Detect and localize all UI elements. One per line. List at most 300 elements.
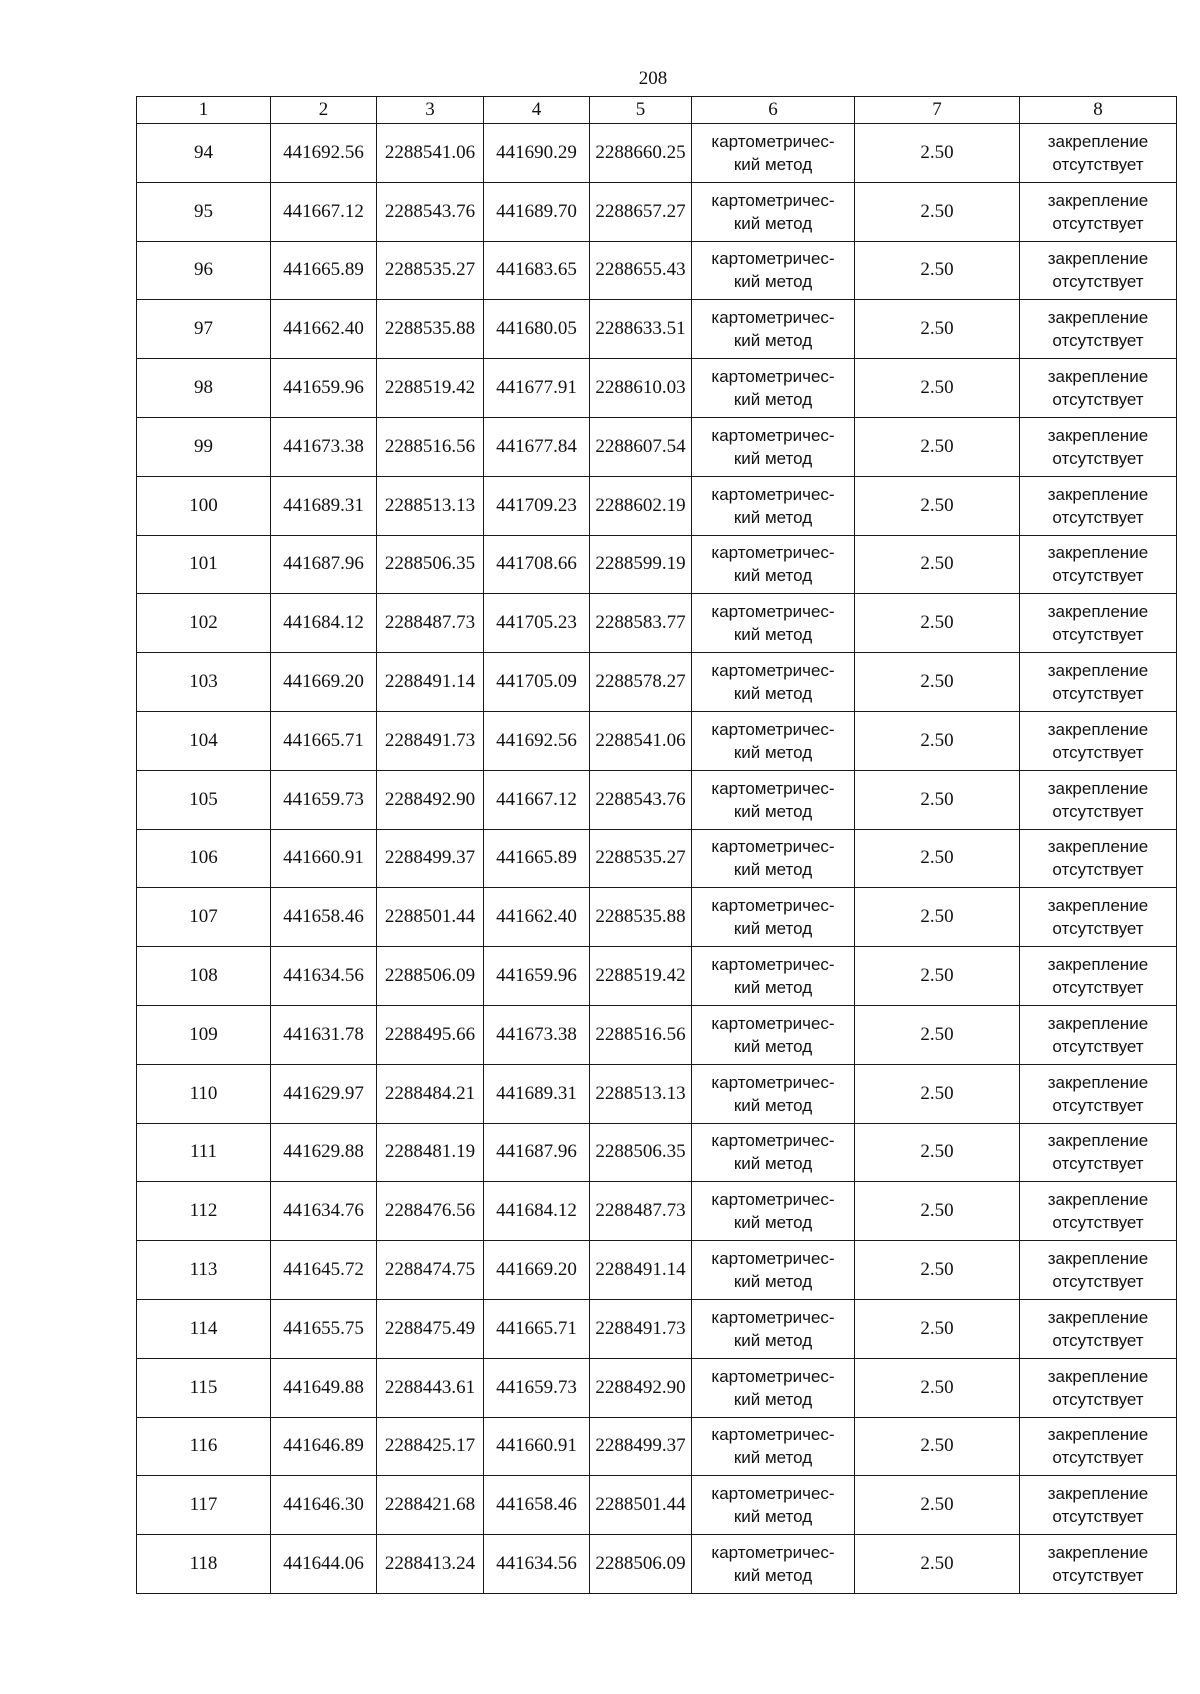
method-cell xyxy=(692,1182,855,1241)
coordinate-cell: 2288484.21 xyxy=(377,1064,484,1123)
accuracy-cell: 2.50 xyxy=(855,594,1020,653)
coordinate-cell: 441665.71 xyxy=(271,711,377,770)
method-cell xyxy=(692,947,855,1006)
coordinate-cell: 441692.56 xyxy=(484,711,590,770)
fixing-cell xyxy=(1020,1182,1177,1241)
accuracy-cell: 2.50 xyxy=(855,1358,1020,1417)
coordinate-cell: 441667.12 xyxy=(271,182,377,241)
fixing-cell xyxy=(1020,1241,1177,1300)
accuracy-cell: 2.50 xyxy=(855,1535,1020,1594)
fixing-cell-line-2: отсутствует xyxy=(1052,154,1144,174)
fixing-cell-line-2: отсутствует xyxy=(1052,1154,1144,1174)
fixing-cell xyxy=(1020,770,1177,829)
fixing-cell-line-2: отсутствует xyxy=(1052,1566,1144,1586)
method-cell-line-1: картометричес- xyxy=(711,367,835,387)
fixing-cell-line-1: закрепление xyxy=(1047,1543,1149,1563)
column-header: 6 xyxy=(692,97,855,124)
coordinate-cell: 2288541.06 xyxy=(590,711,692,770)
coordinate-cell: 2288506.35 xyxy=(377,535,484,594)
fixing-cell xyxy=(1020,535,1177,594)
coordinate-cell: 2288501.44 xyxy=(377,888,484,947)
fixing-cell xyxy=(1020,1299,1177,1358)
method-cell-line-2: кий метод xyxy=(733,1095,813,1115)
fixing-cell xyxy=(1020,594,1177,653)
method-cell xyxy=(692,1417,855,1476)
point-number-cell: 98 xyxy=(137,359,271,418)
fixing-cell xyxy=(1020,1417,1177,1476)
point-number-cell: 103 xyxy=(137,653,271,712)
coordinate-cell: 2288495.66 xyxy=(377,1005,484,1064)
method-cell-line-1: картометричес- xyxy=(711,661,835,681)
point-number-cell: 116 xyxy=(137,1417,271,1476)
point-number-cell: 106 xyxy=(137,829,271,888)
method-cell-line-1: картометричес- xyxy=(711,308,835,328)
method-cell-line-2: кий метод xyxy=(733,1154,813,1174)
accuracy-cell: 2.50 xyxy=(855,124,1020,183)
method-cell-line-1: картометричес- xyxy=(711,190,835,210)
method-cell-line-2: кий метод xyxy=(733,390,813,410)
fixing-cell-line-1: закрепление xyxy=(1047,837,1149,857)
coordinate-cell: 2288506.35 xyxy=(590,1123,692,1182)
table-row xyxy=(137,241,1177,300)
coordinate-cell: 441646.30 xyxy=(271,1476,377,1535)
method-cell xyxy=(692,711,855,770)
accuracy-cell: 2.50 xyxy=(855,1005,1020,1064)
coordinate-cell: 441629.97 xyxy=(271,1064,377,1123)
method-cell-line-1: картометричес- xyxy=(711,1307,835,1327)
coordinate-cell: 2288443.61 xyxy=(377,1358,484,1417)
accuracy-cell: 2.50 xyxy=(855,1476,1020,1535)
coordinate-cell: 441673.38 xyxy=(271,417,377,476)
coordinate-cell: 2288506.09 xyxy=(377,947,484,1006)
coordinate-cell: 2288474.75 xyxy=(377,1241,484,1300)
method-cell-line-2: кий метод xyxy=(733,1448,813,1468)
fixing-cell xyxy=(1020,359,1177,418)
method-cell xyxy=(692,124,855,183)
fixing-cell-line-1: закрепление xyxy=(1047,131,1149,151)
coordinate-cell: 2288578.27 xyxy=(590,653,692,712)
method-cell xyxy=(692,417,855,476)
coordinate-cell: 2288543.76 xyxy=(377,182,484,241)
coordinate-cell: 2288481.19 xyxy=(377,1123,484,1182)
coordinate-cell: 441669.20 xyxy=(271,653,377,712)
column-header: 7 xyxy=(855,97,1020,124)
coordinate-cell: 441629.88 xyxy=(271,1123,377,1182)
fixing-cell-line-1: закрепление xyxy=(1047,1425,1149,1445)
coordinate-cell: 441689.31 xyxy=(484,1064,590,1123)
method-cell-line-2: кий метод xyxy=(733,978,813,998)
table-row xyxy=(137,535,1177,594)
coordinate-cell: 441646.89 xyxy=(271,1417,377,1476)
column-header: 8 xyxy=(1020,97,1177,124)
coordinate-cell: 441659.73 xyxy=(271,770,377,829)
method-cell xyxy=(692,829,855,888)
coordinate-cell: 441659.73 xyxy=(484,1358,590,1417)
column-header: 5 xyxy=(590,97,692,124)
table-row xyxy=(137,417,1177,476)
method-cell xyxy=(692,594,855,653)
column-header: 4 xyxy=(484,97,590,124)
point-number-cell: 110 xyxy=(137,1064,271,1123)
method-cell-line-1: картометричес- xyxy=(711,896,835,916)
fixing-cell xyxy=(1020,829,1177,888)
method-cell-line-1: картометричес- xyxy=(711,1425,835,1445)
coordinate-cell: 2288541.06 xyxy=(377,124,484,183)
method-cell xyxy=(692,1005,855,1064)
coordinate-cell: 2288583.77 xyxy=(590,594,692,653)
coordinate-cell: 2288610.03 xyxy=(590,359,692,418)
point-number-cell: 117 xyxy=(137,1476,271,1535)
fixing-cell xyxy=(1020,182,1177,241)
fixing-cell-line-1: закрепление xyxy=(1047,484,1149,504)
method-cell-line-2: кий метод xyxy=(733,272,813,292)
coordinate-cell: 441659.96 xyxy=(484,947,590,1006)
coordinate-cell: 2288535.88 xyxy=(590,888,692,947)
fixing-cell-line-2: отсутствует xyxy=(1052,1272,1144,1292)
method-cell xyxy=(692,1476,855,1535)
point-number-cell: 109 xyxy=(137,1005,271,1064)
page-number: 208 xyxy=(638,68,668,89)
fixing-cell xyxy=(1020,300,1177,359)
fixing-cell xyxy=(1020,1064,1177,1123)
table-row xyxy=(137,1299,1177,1358)
fixing-cell-line-2: отсутствует xyxy=(1052,1036,1144,1056)
accuracy-cell: 2.50 xyxy=(855,241,1020,300)
point-number-cell: 99 xyxy=(137,417,271,476)
method-cell xyxy=(692,653,855,712)
method-cell xyxy=(692,1358,855,1417)
method-cell-line-1: картометричес- xyxy=(711,543,835,563)
method-cell-line-2: кий метод xyxy=(733,213,813,233)
coordinate-cell: 2288487.73 xyxy=(377,594,484,653)
table-row xyxy=(137,653,1177,712)
coordinate-cell: 441705.23 xyxy=(484,594,590,653)
coordinate-cell: 441677.84 xyxy=(484,417,590,476)
table-body xyxy=(137,124,1177,1594)
coordinate-cell: 441665.71 xyxy=(484,1299,590,1358)
coordinate-cell: 441689.70 xyxy=(484,182,590,241)
method-cell-line-1: картометричес- xyxy=(711,719,835,739)
accuracy-cell: 2.50 xyxy=(855,1123,1020,1182)
coordinate-cell: 441655.75 xyxy=(271,1299,377,1358)
coordinate-cell: 441689.31 xyxy=(271,476,377,535)
coordinate-cell: 2288475.49 xyxy=(377,1299,484,1358)
coordinate-cell: 2288657.27 xyxy=(590,182,692,241)
point-number-cell: 96 xyxy=(137,241,271,300)
coordinate-cell: 441660.91 xyxy=(484,1417,590,1476)
coordinate-cell: 2288487.73 xyxy=(590,1182,692,1241)
point-number-cell: 94 xyxy=(137,124,271,183)
fixing-cell-line-1: закрепление xyxy=(1047,896,1149,916)
fixing-cell-line-1: закрепление xyxy=(1047,367,1149,387)
accuracy-cell: 2.50 xyxy=(855,888,1020,947)
method-cell-line-2: кий метод xyxy=(733,566,813,586)
method-cell-line-1: картометричес- xyxy=(711,1190,835,1210)
fixing-cell-line-2: отсутствует xyxy=(1052,860,1144,880)
fixing-cell-line-2: отсутствует xyxy=(1052,625,1144,645)
table-row xyxy=(137,1358,1177,1417)
fixing-cell xyxy=(1020,124,1177,183)
fixing-cell-line-2: отсутствует xyxy=(1052,919,1144,939)
coordinate-cell: 2288543.76 xyxy=(590,770,692,829)
coordinate-cell: 441631.78 xyxy=(271,1005,377,1064)
point-number-cell: 113 xyxy=(137,1241,271,1300)
fixing-cell-line-1: закрепление xyxy=(1047,661,1149,681)
method-cell xyxy=(692,1064,855,1123)
table-row xyxy=(137,1417,1177,1476)
method-cell xyxy=(692,476,855,535)
method-cell-line-2: кий метод xyxy=(733,742,813,762)
coordinate-cell: 2288513.13 xyxy=(377,476,484,535)
fixing-cell-line-2: отсутствует xyxy=(1052,742,1144,762)
coordinate-cell: 441665.89 xyxy=(271,241,377,300)
method-cell-line-2: кий метод xyxy=(733,1213,813,1233)
fixing-cell xyxy=(1020,1358,1177,1417)
point-number-cell: 118 xyxy=(137,1535,271,1594)
method-cell xyxy=(692,1535,855,1594)
accuracy-cell: 2.50 xyxy=(855,711,1020,770)
coordinate-cell: 2288535.27 xyxy=(377,241,484,300)
fixing-cell-line-1: закрепление xyxy=(1047,543,1149,563)
method-cell-line-2: кий метод xyxy=(733,1566,813,1586)
method-cell-line-2: кий метод xyxy=(733,1272,813,1292)
table-row xyxy=(137,1241,1177,1300)
coordinates-table xyxy=(136,96,1177,1594)
accuracy-cell: 2.50 xyxy=(855,770,1020,829)
table-row xyxy=(137,359,1177,418)
fixing-cell-line-2: отсутствует xyxy=(1052,272,1144,292)
coordinate-cell: 441659.96 xyxy=(271,359,377,418)
accuracy-cell: 2.50 xyxy=(855,1417,1020,1476)
coordinate-cell: 441658.46 xyxy=(484,1476,590,1535)
method-cell-line-2: кий метод xyxy=(733,331,813,351)
point-number-cell: 95 xyxy=(137,182,271,241)
point-number-cell: 105 xyxy=(137,770,271,829)
coordinate-cell: 2288499.37 xyxy=(377,829,484,888)
table-row xyxy=(137,711,1177,770)
method-cell-line-2: кий метод xyxy=(733,1036,813,1056)
method-cell-line-1: картометричес- xyxy=(711,955,835,975)
method-cell-line-2: кий метод xyxy=(733,625,813,645)
method-cell-line-2: кий метод xyxy=(733,801,813,821)
coordinate-cell: 2288413.24 xyxy=(377,1535,484,1594)
fixing-cell-line-1: закрепление xyxy=(1047,955,1149,975)
table-row xyxy=(137,947,1177,1006)
accuracy-cell: 2.50 xyxy=(855,653,1020,712)
coordinate-cell: 2288491.14 xyxy=(377,653,484,712)
coordinate-cell: 441684.12 xyxy=(271,594,377,653)
coordinate-cell: 441660.91 xyxy=(271,829,377,888)
fixing-cell-line-2: отсутствует xyxy=(1052,801,1144,821)
fixing-cell-line-2: отсутствует xyxy=(1052,390,1144,410)
accuracy-cell: 2.50 xyxy=(855,1299,1020,1358)
fixing-cell-line-1: закрепление xyxy=(1047,1190,1149,1210)
method-cell-line-2: кий метод xyxy=(733,1389,813,1409)
coordinate-cell: 441677.91 xyxy=(484,359,590,418)
coordinate-cell: 441645.72 xyxy=(271,1241,377,1300)
column-header: 2 xyxy=(271,97,377,124)
accuracy-cell: 2.50 xyxy=(855,535,1020,594)
coordinate-cell: 2288655.43 xyxy=(590,241,692,300)
point-number-cell: 115 xyxy=(137,1358,271,1417)
table-row xyxy=(137,1123,1177,1182)
fixing-cell xyxy=(1020,947,1177,1006)
method-cell-line-1: картометричес- xyxy=(711,484,835,504)
fixing-cell-line-2: отсутствует xyxy=(1052,213,1144,233)
method-cell-line-1: картометричес- xyxy=(711,778,835,798)
coordinate-cell: 441658.46 xyxy=(271,888,377,947)
coordinate-cell: 2288476.56 xyxy=(377,1182,484,1241)
coordinate-cell: 2288491.14 xyxy=(590,1241,692,1300)
method-cell-line-1: картометричес- xyxy=(711,1013,835,1033)
fixing-cell-line-2: отсутствует xyxy=(1052,684,1144,704)
coordinate-cell: 2288492.90 xyxy=(590,1358,692,1417)
coordinate-cell: 441680.05 xyxy=(484,300,590,359)
fixing-cell-line-2: отсутствует xyxy=(1052,566,1144,586)
point-number-cell: 102 xyxy=(137,594,271,653)
coordinate-cell: 2288499.37 xyxy=(590,1417,692,1476)
method-cell xyxy=(692,888,855,947)
fixing-cell-line-1: закрепление xyxy=(1047,719,1149,739)
table-row xyxy=(137,476,1177,535)
method-cell xyxy=(692,300,855,359)
coordinate-cell: 441709.23 xyxy=(484,476,590,535)
coordinate-cell: 2288535.27 xyxy=(590,829,692,888)
coordinate-cell: 441667.12 xyxy=(484,770,590,829)
coordinate-cell: 441662.40 xyxy=(271,300,377,359)
accuracy-cell: 2.50 xyxy=(855,1182,1020,1241)
method-cell-line-2: кий метод xyxy=(733,1507,813,1527)
fixing-cell-line-1: закрепление xyxy=(1047,1249,1149,1269)
accuracy-cell: 2.50 xyxy=(855,417,1020,476)
coordinate-cell: 2288519.42 xyxy=(590,947,692,1006)
method-cell xyxy=(692,535,855,594)
accuracy-cell: 2.50 xyxy=(855,359,1020,418)
fixing-cell xyxy=(1020,1476,1177,1535)
coordinate-cell: 441684.12 xyxy=(484,1182,590,1241)
fixing-cell xyxy=(1020,1123,1177,1182)
coordinate-cell: 2288633.51 xyxy=(590,300,692,359)
table-row xyxy=(137,124,1177,183)
method-cell-line-1: картометричес- xyxy=(711,602,835,622)
point-number-cell: 104 xyxy=(137,711,271,770)
method-cell xyxy=(692,770,855,829)
table-row xyxy=(137,888,1177,947)
coordinate-cell: 441649.88 xyxy=(271,1358,377,1417)
method-cell xyxy=(692,359,855,418)
method-cell-line-2: кий метод xyxy=(733,919,813,939)
fixing-cell-line-2: отсутствует xyxy=(1052,1389,1144,1409)
method-cell xyxy=(692,241,855,300)
fixing-cell-line-1: закрепление xyxy=(1047,1013,1149,1033)
coordinate-cell: 2288425.17 xyxy=(377,1417,484,1476)
table-row xyxy=(137,1005,1177,1064)
table-row xyxy=(137,1535,1177,1594)
fixing-cell-line-1: закрепление xyxy=(1047,249,1149,269)
coordinate-cell: 2288516.56 xyxy=(377,417,484,476)
point-number-cell: 101 xyxy=(137,535,271,594)
coordinate-cell: 2288506.09 xyxy=(590,1535,692,1594)
table-row xyxy=(137,1476,1177,1535)
coordinate-cell: 441644.06 xyxy=(271,1535,377,1594)
coordinate-cell: 441669.20 xyxy=(484,1241,590,1300)
accuracy-cell: 2.50 xyxy=(855,300,1020,359)
fixing-cell-line-1: закрепление xyxy=(1047,1131,1149,1151)
fixing-cell-line-2: отсутствует xyxy=(1052,331,1144,351)
coordinate-cell: 441692.56 xyxy=(271,124,377,183)
method-cell-line-1: картометричес- xyxy=(711,837,835,857)
coordinate-cell: 2288421.68 xyxy=(377,1476,484,1535)
column-header: 1 xyxy=(137,97,271,124)
coordinate-cell: 2288491.73 xyxy=(590,1299,692,1358)
accuracy-cell: 2.50 xyxy=(855,1064,1020,1123)
table-row xyxy=(137,1182,1177,1241)
method-cell-line-2: кий метод xyxy=(733,684,813,704)
fixing-cell xyxy=(1020,653,1177,712)
fixing-cell-line-1: закрепление xyxy=(1047,1484,1149,1504)
coordinate-cell: 441705.09 xyxy=(484,653,590,712)
coordinate-cell: 2288492.90 xyxy=(377,770,484,829)
accuracy-cell: 2.50 xyxy=(855,947,1020,1006)
fixing-cell-line-2: отсутствует xyxy=(1052,1448,1144,1468)
accuracy-cell: 2.50 xyxy=(855,476,1020,535)
method-cell xyxy=(692,1299,855,1358)
header-row xyxy=(137,97,1177,124)
method-cell-line-1: картометричес- xyxy=(711,131,835,151)
point-number-cell: 111 xyxy=(137,1123,271,1182)
method-cell-line-1: картометричес- xyxy=(711,1249,835,1269)
coordinate-cell: 441687.96 xyxy=(484,1123,590,1182)
coordinate-cell: 441687.96 xyxy=(271,535,377,594)
accuracy-cell: 2.50 xyxy=(855,1241,1020,1300)
coordinate-cell: 2288501.44 xyxy=(590,1476,692,1535)
method-cell-line-1: картометричес- xyxy=(711,1543,835,1563)
fixing-cell-line-2: отсутствует xyxy=(1052,1213,1144,1233)
point-number-cell: 112 xyxy=(137,1182,271,1241)
coordinate-cell: 2288602.19 xyxy=(590,476,692,535)
coordinate-cell: 441708.66 xyxy=(484,535,590,594)
method-cell-line-2: кий метод xyxy=(733,1330,813,1350)
coordinate-cell: 2288535.88 xyxy=(377,300,484,359)
coordinate-cell: 2288513.13 xyxy=(590,1064,692,1123)
coordinate-cell: 2288516.56 xyxy=(590,1005,692,1064)
point-number-cell: 108 xyxy=(137,947,271,1006)
point-number-cell: 97 xyxy=(137,300,271,359)
method-cell xyxy=(692,1241,855,1300)
coordinate-cell: 441634.76 xyxy=(271,1182,377,1241)
coordinate-cell: 2288491.73 xyxy=(377,711,484,770)
table-row xyxy=(137,829,1177,888)
fixing-cell-line-2: отсутствует xyxy=(1052,1330,1144,1350)
fixing-cell xyxy=(1020,417,1177,476)
fixing-cell-line-1: закрепление xyxy=(1047,308,1149,328)
accuracy-cell: 2.50 xyxy=(855,829,1020,888)
method-cell-line-1: картометричес- xyxy=(711,1484,835,1504)
point-number-cell: 100 xyxy=(137,476,271,535)
fixing-cell-line-1: закрепление xyxy=(1047,602,1149,622)
method-cell xyxy=(692,1123,855,1182)
coordinate-cell: 441634.56 xyxy=(484,1535,590,1594)
fixing-cell-line-1: закрепление xyxy=(1047,1072,1149,1092)
method-cell-line-2: кий метод xyxy=(733,448,813,468)
method-cell xyxy=(692,182,855,241)
fixing-cell-line-1: закрепление xyxy=(1047,778,1149,798)
fixing-cell xyxy=(1020,888,1177,947)
coordinate-cell: 441673.38 xyxy=(484,1005,590,1064)
method-cell-line-1: картометричес- xyxy=(711,249,835,269)
point-number-cell: 107 xyxy=(137,888,271,947)
fixing-cell-line-2: отсутствует xyxy=(1052,978,1144,998)
